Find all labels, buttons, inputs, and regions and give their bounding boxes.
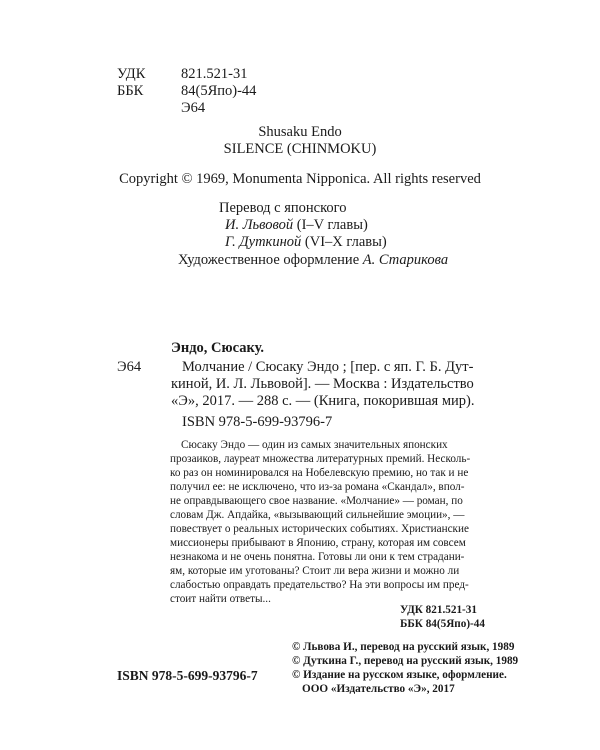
annotation xyxy=(170,438,490,606)
catalog-line: Молчание / Сюсаку Эндо ; [пер. с яп. Г. Б. Дут- xyxy=(182,359,474,375)
udk-value: 821.521-31 xyxy=(181,66,248,82)
author-sign-row xyxy=(117,100,256,117)
copyright-item: ООО «Издательство «Э», 2017 xyxy=(302,683,455,695)
design-credit xyxy=(178,252,448,269)
classification-codes-top xyxy=(117,66,256,117)
design-label: Художественное оформление xyxy=(178,252,363,268)
udk-row xyxy=(117,66,256,83)
author-sign-label xyxy=(117,100,181,117)
annotation-line: получил ее: не исключено, что из-за романа «Скандал», впол- xyxy=(170,481,465,493)
original-author: Shusaku Endo xyxy=(258,124,342,140)
classification-codes-bottom xyxy=(400,603,485,631)
copyright-item: © Львова И., перевод на русский язык, 1989 xyxy=(292,641,515,653)
isbn-bottom: ISBN 978-5-699-93796-7 xyxy=(117,668,258,683)
translator-1-name: И. Львовой xyxy=(225,217,294,233)
bbk-row xyxy=(117,83,256,100)
design-artist: А. Старикова xyxy=(362,252,449,268)
original-title-block xyxy=(0,124,600,158)
annotation-line: ям, которые им уготованы? Стоит ли вера жизни и можно ли xyxy=(170,565,460,577)
catalog-line: «Э», 2017. — 288 с. — (Книга, покорившая мир). xyxy=(171,393,475,409)
catalog-isbn: ISBN 978-5-699-93796-7 xyxy=(182,414,333,430)
udk-bottom: УДК 821.521-31 xyxy=(400,604,477,616)
annotation-line: не оправдывающего свое название. «Молчание» — роман, по xyxy=(170,495,463,507)
annotation-line: прозаиков, лауреат множества литературных премий. Несколь- xyxy=(170,453,471,465)
annotation-line: слабостью оправдать предательство? На эти вопросы им пред- xyxy=(170,579,469,591)
annotation-line: миссионеры прибывают в Японию, страну, которая им совсем xyxy=(170,537,466,549)
annotation-line: Сюсаку Эндо — один из самых значительных японских xyxy=(181,439,448,451)
catalog-author-heading: Эндо, Сюсаку. xyxy=(171,340,265,356)
annotation-line: повествует о реальных исторических событиях. Христианские xyxy=(170,523,469,535)
translator-1 xyxy=(219,217,387,234)
translation-credits xyxy=(219,200,387,251)
catalog-description xyxy=(171,359,489,410)
udk-label: УДК xyxy=(117,66,146,82)
annotation-line: незнакома и не очень понятна. Готовы ли они к тем страдани- xyxy=(170,551,465,563)
copyright-notices xyxy=(292,640,518,696)
translation-header: Перевод с японского xyxy=(219,200,347,216)
copyright-item: © Дуткина Г., перевод на русский язык, 1989 xyxy=(292,655,519,667)
annotation-line: словам Дж. Апдайка, «вызывающий сильнейшие эмоции», — xyxy=(170,509,465,521)
author-sign-value: Э64 xyxy=(181,100,206,116)
bbk-bottom: ББК 84(5Япо)-44 xyxy=(400,618,485,630)
catalog-code: Э64 xyxy=(117,359,142,375)
translator-2-name: Г. Дуткиной xyxy=(225,234,302,250)
bbk-label: ББК xyxy=(117,83,144,99)
annotation-line: ко раз он номинировался на Нобелевскую премию, но так и не xyxy=(170,467,469,479)
original-title: SILENCE (CHINMOKU) xyxy=(223,141,377,157)
catalog-line: киной, И. Л. Львовой]. — Москва : Издательство xyxy=(171,376,474,392)
bbk-value: 84(5Япо)-44 xyxy=(181,83,257,99)
copyright-line: Copyright © 1969, Monumenta Nipponica. All rights reserved xyxy=(119,171,481,187)
copyright-item: © Издание на русском языке, оформление. xyxy=(292,669,507,681)
annotation-line: стоит найти ответы... xyxy=(170,593,271,605)
translator-2 xyxy=(219,234,387,251)
translator-2-chapters: (VI–X главы) xyxy=(301,234,387,250)
translator-1-chapters: (I–V главы) xyxy=(293,217,368,233)
